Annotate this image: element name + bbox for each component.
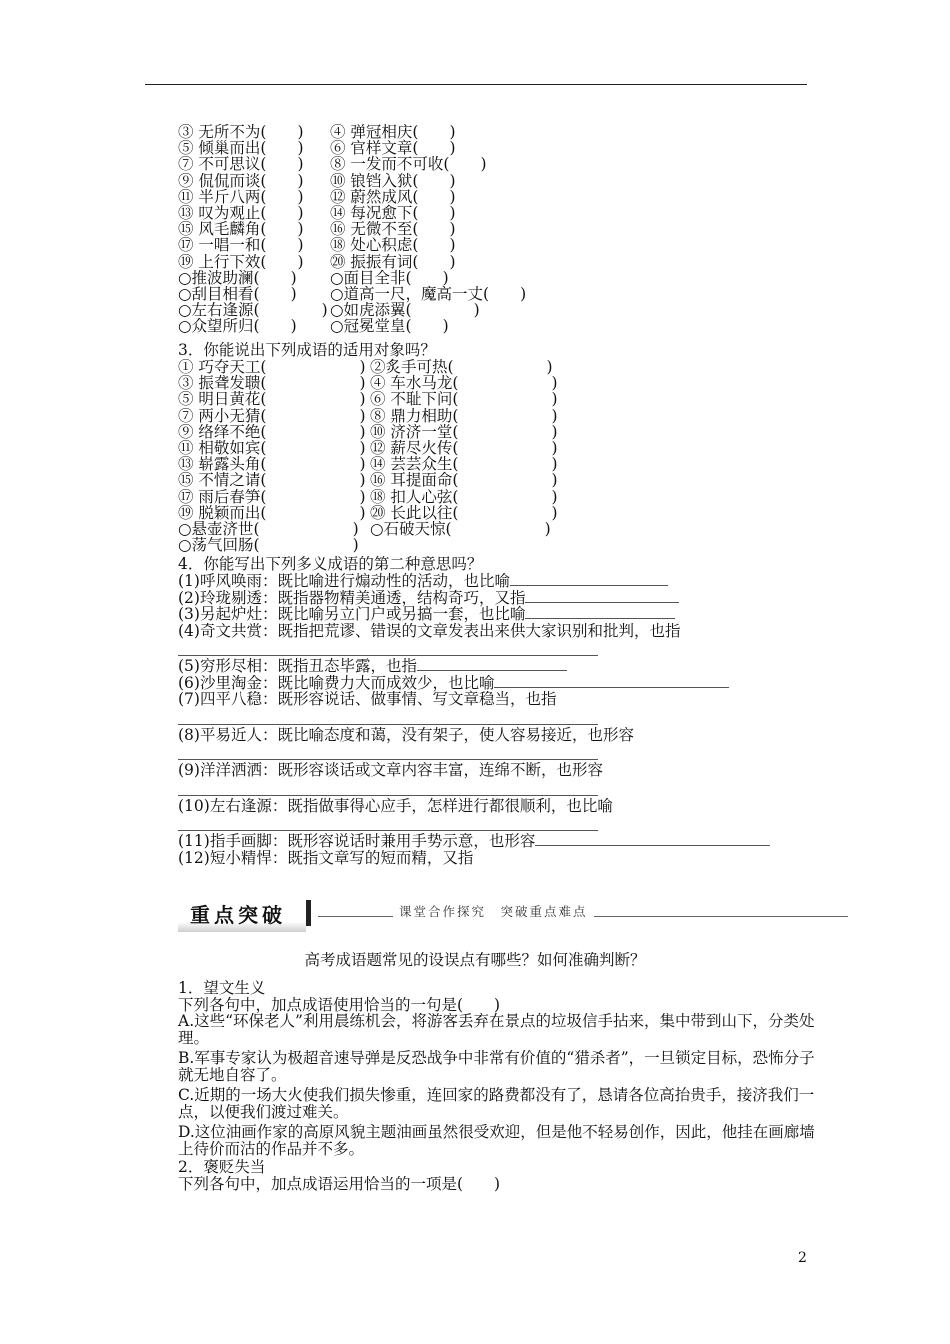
q2-row-left: ⑪ 半斤八两( ) [178, 187, 304, 206]
q3-row-left: ⑲ 脱颖而出( ) [178, 503, 366, 522]
section-banner [178, 898, 848, 932]
page-number: 2 [798, 1250, 807, 1266]
q4-item-text: (12)短小精悍：既指文章写的短而精，又指 [178, 848, 474, 867]
q4-item-text: (4)奇文共赏：既指把荒谬、错误的文章发表出来供大家识别和批判，也指 [178, 621, 681, 640]
q4-item-text: (10)左右逢源：既指做事得心应手，怎样进行都很顺利，也比喻 [178, 796, 613, 815]
q4-item [178, 727, 818, 744]
q2-row-right: ○面目全非( ) [330, 268, 449, 287]
answer-blank-line[interactable] [178, 816, 598, 831]
q4-items [178, 573, 818, 866]
q2-row [178, 124, 818, 140]
q3-row-left: ⑬ 崭露头角( ) [178, 455, 366, 474]
q4-item-text: (3)另起炉灶：既比喻另立门户或另搞一套，也比喻 [178, 605, 526, 623]
q2-row-right: ⑭ 每况愈下( ) [330, 203, 456, 222]
q2-row [178, 254, 818, 270]
part2-heading: 2．褒贬失当 [178, 1158, 266, 1176]
q3-row-left: ⑤ 明日黄花( ) [178, 390, 366, 409]
answer-blank-line[interactable] [178, 641, 598, 656]
header-rule [145, 84, 807, 85]
q2-row [178, 221, 818, 237]
q4-item-text: (2)玲珑剔透：既指器物精美通透，结构奇巧，又指 [178, 588, 526, 607]
q3-row [178, 375, 818, 391]
q2-row [178, 237, 818, 253]
q3-row [178, 440, 818, 456]
q4-item-text: (8)平易近人：既比喻态度和蔼，没有架子，使人容易接近，也形容 [178, 725, 634, 744]
q4-item [178, 798, 818, 815]
part2-stem: 下列各句中，加点成语运用恰当的一项是( ) [178, 1174, 501, 1193]
section-bar [306, 900, 311, 926]
q3-row [178, 424, 818, 440]
q4-item [178, 606, 818, 623]
part1-heading: 1．望文生义 [178, 979, 266, 997]
q4-title: 4．你能写出下列多义成语的第二种意思吗？ [178, 555, 483, 573]
q2-row-right: ④ 弹冠相庆( ) [330, 123, 456, 141]
q3-row-right: ⑩ 济济一堂( ) [370, 422, 558, 441]
q3-row [178, 456, 818, 472]
q2-row [178, 205, 818, 221]
q4-item-text: (11)指手画脚：既形容说话时兼用手势示意，也形容 [178, 832, 536, 850]
q2-row-left: ⑮ 风毛麟角( ) [178, 220, 304, 239]
q2-row [178, 156, 818, 172]
part1-stem: 下列各句中，加点成语使用恰当的一句是( ) [178, 995, 501, 1014]
answer-blank-line[interactable] [178, 710, 598, 725]
q2-row-right: ⑫ 蔚然成风( ) [330, 187, 456, 206]
q3-row-right: ⑭ 芸芸众生( ) [370, 455, 558, 474]
q2-row-right: ⑥ 官样文章( ) [330, 139, 456, 158]
q2-row-left: ⑬ 叹为观止( ) [178, 203, 304, 222]
q3-row [178, 391, 818, 407]
q3-row-right: ○石破天惊( ) [370, 519, 551, 538]
q2-row-left: ⑨ 侃侃而谈( ) [178, 171, 304, 190]
q4-item-text: (5)穷形尽相：既指丑态毕露，也指 [178, 657, 417, 675]
q2-row [178, 173, 818, 189]
q3-row [178, 408, 818, 424]
q2-row-left: ⑰ 一唱一和( ) [178, 236, 304, 255]
q3-block [178, 342, 818, 553]
answer-blank[interactable] [525, 606, 675, 619]
q3-row-right: ⑯ 耳提面命( ) [370, 471, 558, 490]
answer-blank-line[interactable] [178, 745, 598, 760]
q3-row-left: ⑮ 不情之请( ) [178, 471, 366, 490]
answer-blank[interactable] [417, 658, 567, 671]
q2-row-left: ○推波助澜( ) [178, 268, 297, 287]
section-tag: 重点突破 [178, 898, 306, 932]
q3-row-left: ○荡气回肠( ) [178, 536, 359, 555]
q3-row-left: ⑰ 雨后春笋( ) [178, 487, 366, 506]
q4-item [178, 691, 818, 708]
q3-row-left: ③ 振聋发聩( ) [178, 374, 366, 393]
q2-row-left: ⑤ 倾巢而出( ) [178, 139, 304, 158]
q4-item [178, 573, 818, 590]
q2-row [178, 270, 818, 286]
q2-row-right: ○冠冕堂皇( ) [330, 317, 449, 336]
q3-row-right: ②炙手可热( ) [370, 358, 553, 376]
q3-row-left: ⑨ 络绎不绝( ) [178, 422, 366, 441]
q3-row [178, 537, 818, 553]
q3-row-right: ⑳ 长此以往( ) [370, 503, 558, 522]
q2-row-left: ⑦ 不可思议( ) [178, 155, 304, 174]
q3-row-left: ① 巧夺天工( ) [178, 358, 366, 376]
part1 [178, 980, 818, 1192]
answer-blank-line[interactable] [178, 781, 598, 796]
q3-row [178, 521, 818, 537]
q4-item [178, 850, 818, 867]
q3-row-right: ⑥ 不耻下问( ) [370, 390, 558, 409]
option-d: D.这位油画作家的高原风貌主题油画虽然很受欢迎，但是他不轻易创作，因此，他挂在画廊墙上待价而沽的作品并不多。 [178, 1123, 815, 1158]
q4-item [178, 675, 818, 692]
section-subtitle: 课堂合作探究 突破重点难点 [393, 902, 594, 920]
q3-row-left: ⑦ 两小无猜( ) [178, 406, 366, 425]
q4-item-text: (9)洋洋洒洒：既形容谈话或文章内容丰富，连绵不断，也形容 [178, 761, 603, 779]
q2-row-right: ○如虎添翼( ) [330, 301, 480, 320]
q2-row [178, 286, 818, 302]
q2-row-right: ⑱ 处心积虑( ) [330, 236, 456, 255]
q2-row-right: ○道高一尺，魔高一丈( ) [330, 284, 527, 303]
q4-item [178, 590, 818, 607]
q2-row-left: ○众望所归( ) [178, 317, 297, 336]
q2-row-right: ⑯ 无微不至( ) [330, 220, 456, 239]
q2-row-right: ⑧ 一发而不可收( ) [330, 155, 487, 174]
answer-blank[interactable] [494, 675, 729, 688]
q4-item-text: (6)沙里淘金：既比喻费力大而成效少，也比喻 [178, 673, 495, 692]
question-heading: 高考成语题常见的设误点有哪些？如何准确判断？ [304, 951, 646, 969]
option-a: A.这些“环保老人”利用晨练机会，将游客丢弃在景点的垃圾信手拈来，集中带到山下，分类处理。 [178, 1012, 815, 1047]
answer-blank[interactable] [535, 833, 770, 846]
q2-row [178, 302, 818, 318]
option-c: C.近期的一场大火使我们损失惨重，连回家的路费都没有了，恳请各位高抬贵手，接济我们一点，以便我们渡过难关。 [178, 1086, 815, 1121]
q2-row [178, 140, 818, 156]
answer-blank[interactable] [525, 590, 679, 603]
q3-title: 3．你能说出下列成语的适用对象吗？ [178, 341, 436, 359]
q4-item [178, 658, 818, 675]
q2-row-left: ○刮目相看( ) [178, 284, 297, 303]
q3-row-left: ⑪ 相敬如宾( ) [178, 438, 366, 457]
q4-item [178, 623, 818, 640]
q3-row [178, 489, 818, 505]
q4-item [178, 833, 818, 850]
q2-row-left: ○左右逢源( ) [178, 301, 328, 320]
q2-idiom-list [178, 124, 818, 334]
q3-row [178, 359, 818, 375]
q3-row [178, 505, 818, 521]
answer-blank[interactable] [510, 573, 668, 586]
q4-item-text: (7)四平八稳：既形容说话、做事情、写文章稳当，也指 [178, 690, 557, 708]
q4-block [178, 556, 818, 866]
q3-row-right: ⑧ 鼎力相助( ) [370, 406, 558, 425]
q4-item-text: (1)呼风唤雨：既比喻进行煽动性的活动，也比喻 [178, 572, 510, 590]
q3-row-right: ⑫ 薪尽火传( ) [370, 438, 558, 457]
q2-row-left: ⑲ 上行下效( ) [178, 252, 304, 271]
q3-row-right: ⑱ 扣人心弦( ) [370, 487, 558, 506]
q3-row-right: ④ 车水马龙( ) [370, 374, 558, 393]
q2-row-left: ③ 无所不为( ) [178, 123, 304, 141]
q3-row [178, 472, 818, 488]
q2-row [178, 318, 818, 334]
option-b: B.军事专家认为极超音速导弹是反恐战争中非常有价值的“猎杀者”，一旦锁定目标，恐怖分子就无地自容了。 [178, 1049, 815, 1084]
q4-item [178, 762, 818, 779]
q2-row-right: ⑳ 振振有词( ) [330, 252, 456, 271]
q2-row [178, 189, 818, 205]
q2-row-right: ⑩ 锒铛入狱( ) [330, 171, 456, 190]
q3-idiom-list [178, 359, 818, 553]
q3-row-left: ○悬壶济世( ) [178, 519, 359, 538]
